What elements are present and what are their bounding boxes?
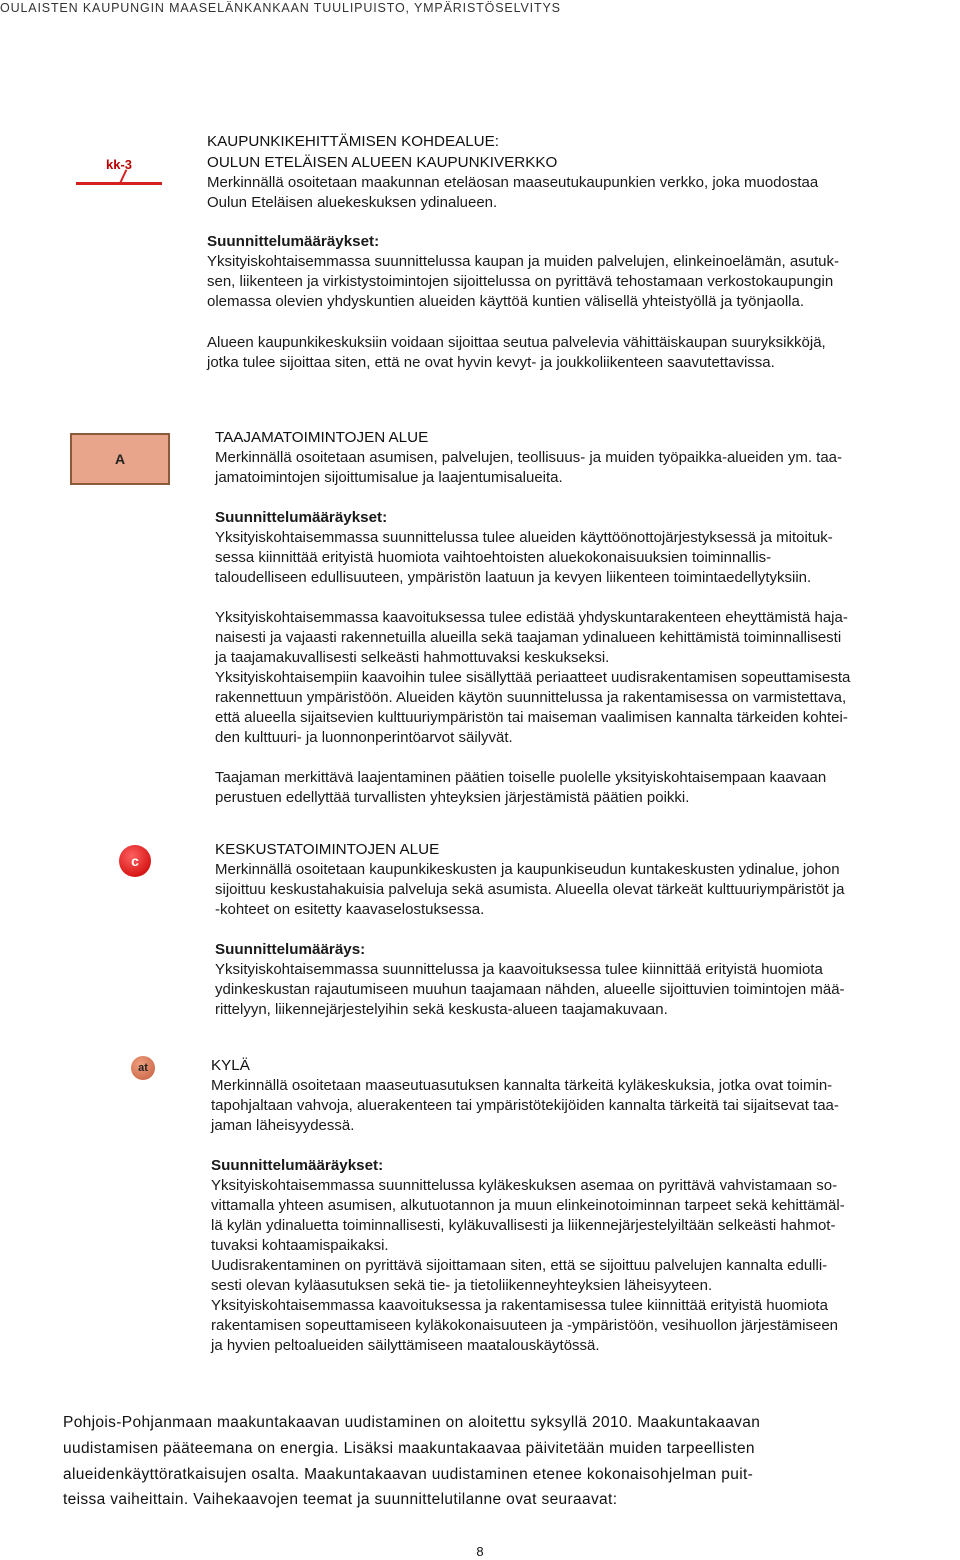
intro-line: -kohteet on esitetty kaavaselostuksessa. — [215, 901, 485, 918]
paragraph-line: Alueen kaupunkikeskuksiin voidaan sijoittaa seutua palvelevia vähittäiskaupan suuryksikköjä, — [207, 334, 826, 351]
intro-line: tapohjaltaan vahvoja, aluerakenteen tai ympäristötekijöiden kannalta tärkeitä tai sijaitsevat taa- — [211, 1097, 839, 1114]
section-title: KESKUSTATOIMINTOJEN ALUE — [215, 841, 440, 858]
intro-line: Merkinnällä osoitetaan asumisen, palvelujen, teollisuus- ja muiden työpaikka-alueiden ym. taa- — [215, 449, 843, 466]
kk3-legend-symbol — [76, 155, 162, 195]
intro-line: Merkinnällä osoitetaan maakunnan eteläosan maaseutukaupunkien verkko, joka muodostaa — [207, 174, 819, 191]
legend-section-kaupunkikehittaminen — [207, 131, 839, 373]
intro-line: jaman läheisyydessä. — [211, 1117, 355, 1134]
section-title: KAUPUNKIKEHITTÄMISEN KOHDEALUE: — [207, 133, 499, 150]
legend-section-keskustatoiminnot — [215, 839, 845, 1020]
paragraph-line: ja hyvien peltoalueiden säilyttämiseen maatalouskäytössä. — [211, 1337, 600, 1354]
legend-section-kyla — [211, 1055, 845, 1356]
page-number: 8 — [476, 1544, 484, 1559]
section-title: OULUN ETELÄISEN ALUEEN KAUPUNKIVERKKO — [207, 154, 558, 171]
paragraph-line: sessa kiinnittää erityistä huomiota vaihtoehtoisten aluekokonaisuuksien toiminnallis- — [215, 549, 772, 566]
kk3-symbol-line — [76, 182, 162, 185]
paragraph-line: rakennettuun ympäristöön. Alueiden käytön suunnittelussa ja rakentamisessa on varmistettava, — [215, 689, 847, 706]
paragraph-line: Uudisrakentaminen on pyrittävä sijoittamaan siten, että se sijoittuu palvelujen kannalta edulli- — [211, 1257, 828, 1274]
paragraph-line: rakentamisen sopeuttamiseen kyläkokonaisuuteen ja -ympäristöön, vesihuollon järjestämiseen — [211, 1317, 839, 1334]
paragraph-line: Yksityiskohtaisemmassa suunnittelussa kaupan ja muiden palvelujen, elinkeinoelämän, asutuk- — [207, 253, 840, 270]
paragraph-line: taloudelliseen edullisuuteen, ympäristön laatuun ja kevyen liikenteen toimintaedellytyksiin. — [215, 569, 812, 586]
body-line: Pohjois-Pohjanmaan maakuntakaavan uudistaminen on aloitettu syksyllä 2010. Maakuntakaavan — [63, 1414, 761, 1431]
page-header: OULAISTEN KAUPUNGIN MAASELÄNKANKAAN TUULIPUISTO, YMPÄRISTÖSELVITYS — [0, 1, 561, 15]
paragraph-line: sesti olevan kyläasutuksen sekä tie- ja tietoliikenneyhteyksien läheisyyteen. — [211, 1277, 713, 1294]
section-title: KYLÄ — [211, 1057, 250, 1074]
paragraph-line: Yksityiskohtaisemmassa suunnittelussa kyläkeskuksen asemaa on pyrittävä vahvistamaan so- — [211, 1177, 838, 1194]
a-legend-symbol — [70, 433, 170, 485]
kk3-symbol-label: kk-3 — [106, 157, 133, 172]
paragraph-line: jotka tulee sijoittaa siten, että ne ovat hyvin kevyt- ja joukkoliikenteen saavutettavissa. — [207, 354, 775, 371]
intro-line: jamatoimintojen sijoittumisalue ja laajentumisalueita. — [215, 469, 563, 486]
paragraph-line: perustuen edellyttää turvallisten yhteyksien järjestämistä päätien poikki. — [215, 789, 690, 806]
section-subheading: Suunnittelumääräykset: — [215, 509, 388, 526]
paragraph-line: den kulttuuri- ja luonnonperintöarvot säilyvät. — [215, 729, 513, 746]
paragraph-line: Yksityiskohtaisemmassa kaavoituksessa tulee edistää yhdyskuntarakenteen eheyttämistä haja- — [215, 609, 848, 626]
body-line: uudistamisen pääteemana on energia. Lisäksi maakuntakaavaa päivitetään muiden tarpeellisten — [63, 1439, 755, 1457]
c-legend-symbol — [119, 845, 151, 877]
paragraph-line: sen, liikenteen ja virkistystoimintojen sijoittelussa on pyrittävä tehostamaan verkostokaupungin — [207, 273, 834, 290]
paragraph-line: Yksityiskohtaisemmassa suunnittelussa tulee alueiden käyttöönottojärjestyksessä ja mitoituk- — [215, 529, 833, 546]
intro-line: Merkinnällä osoitetaan maaseutuasutuksen kannalta tärkeitä kyläkeskuksia, jotka ovat toimin- — [211, 1077, 833, 1094]
paragraph-line: että alueella sijaitsevien kulttuuriympäristön tai maiseman vaalimisen kannalta tärkeiden kohtei- — [215, 709, 848, 726]
paragraph-line: ja taajamakuvallisesti selkeästi hahmottuvaksi keskukseksi. — [215, 649, 610, 666]
paragraph-line: rittelyyn, liikennejärjestelyihin sekä keskusta-alueen taajamakuvaan. — [215, 1001, 668, 1018]
section-subheading: Suunnittelumääräykset: — [211, 1157, 384, 1174]
legend-section-taajamatoiminnot — [215, 427, 850, 808]
paragraph-line: Yksityiskohtaisemmassa suunnittelussa ja kaavoituksessa tulee kiinnittää erityistä huomiota — [215, 961, 823, 978]
paragraph-line: olemassa olevien yhdyskuntien alueiden käyttöä kuntien välisellä yhteistyöllä ja työnjaolla. — [207, 293, 805, 310]
paragraph-line: lä kylän ydinaluetta toiminnallisesti, kyläkuvallisesti ja liikennejärjestelyiltään selkeästi hahmot- — [211, 1217, 836, 1234]
c-symbol-label: c — [131, 853, 139, 869]
section-subheading: Suunnittelumääräykset: — [207, 233, 380, 250]
paragraph-line: vittamalla yhteen asumisen, alkutuotannon ja muun elinkeinotoiminnan tarpeet sekä kehittämäl- — [211, 1197, 845, 1214]
at-symbol-label: at — [138, 1062, 148, 1074]
at-legend-symbol — [131, 1056, 155, 1080]
paragraph-line: naisesti ja vajaasti rakennetuilla alueilla sekä taajaman ydinalueen kehittämistä toiminnallisesti — [215, 629, 842, 646]
paragraph-line: Yksityiskohtaisemmassa kaavoituksessa ja rakentamisessa tulee kiinnittää erityistä huomiota — [211, 1297, 828, 1314]
intro-line: Oulun Eteläisen aluekeskuksen ydinalueen. — [207, 194, 498, 211]
intro-line: Merkinnällä osoitetaan kaupunkikeskusten ja kaupunkiseudun kuntakeskusten ydinalue, johon — [215, 861, 840, 878]
body-line: teissa vaiheittain. Vaihekaavojen teemat ja suunnittelutilanne ovat seuraavat: — [63, 1491, 618, 1509]
intro-line: sijoittuu keskustahakuisia palveluja sekä asumista. Alueella olevat tärkeät kulttuuriympäristöt ja — [215, 881, 845, 898]
body-paragraph — [63, 1410, 960, 1513]
section-title: TAAJAMATOIMINTOJEN ALUE — [215, 429, 429, 446]
body-line: alueidenkäyttöratkaisujen osalta. Maakuntakaavan uudistaminen etenee kokonaisohjelman puit- — [63, 1465, 754, 1483]
paragraph-line: tuvaksi kohtaamispaikaksi. — [211, 1237, 389, 1254]
paragraph-line: Taajaman merkittävä laajentaminen päätien toiselle puolelle yksityiskohtaisempaan kaavaan — [215, 769, 827, 786]
a-symbol-label: A — [114, 451, 126, 467]
paragraph-line: Yksityiskohtaisempiin kaavoihin tulee sisällyttää periaatteet uudisrakentamisen sopeuttamisesta — [215, 669, 851, 686]
section-subheading: Suunnittelumääräys: — [215, 941, 366, 958]
paragraph-line: ydinkeskustan rajautumiseen muuhun taajamaan nähden, alueelle sijoittuvien toimintojen mää- — [215, 981, 845, 998]
